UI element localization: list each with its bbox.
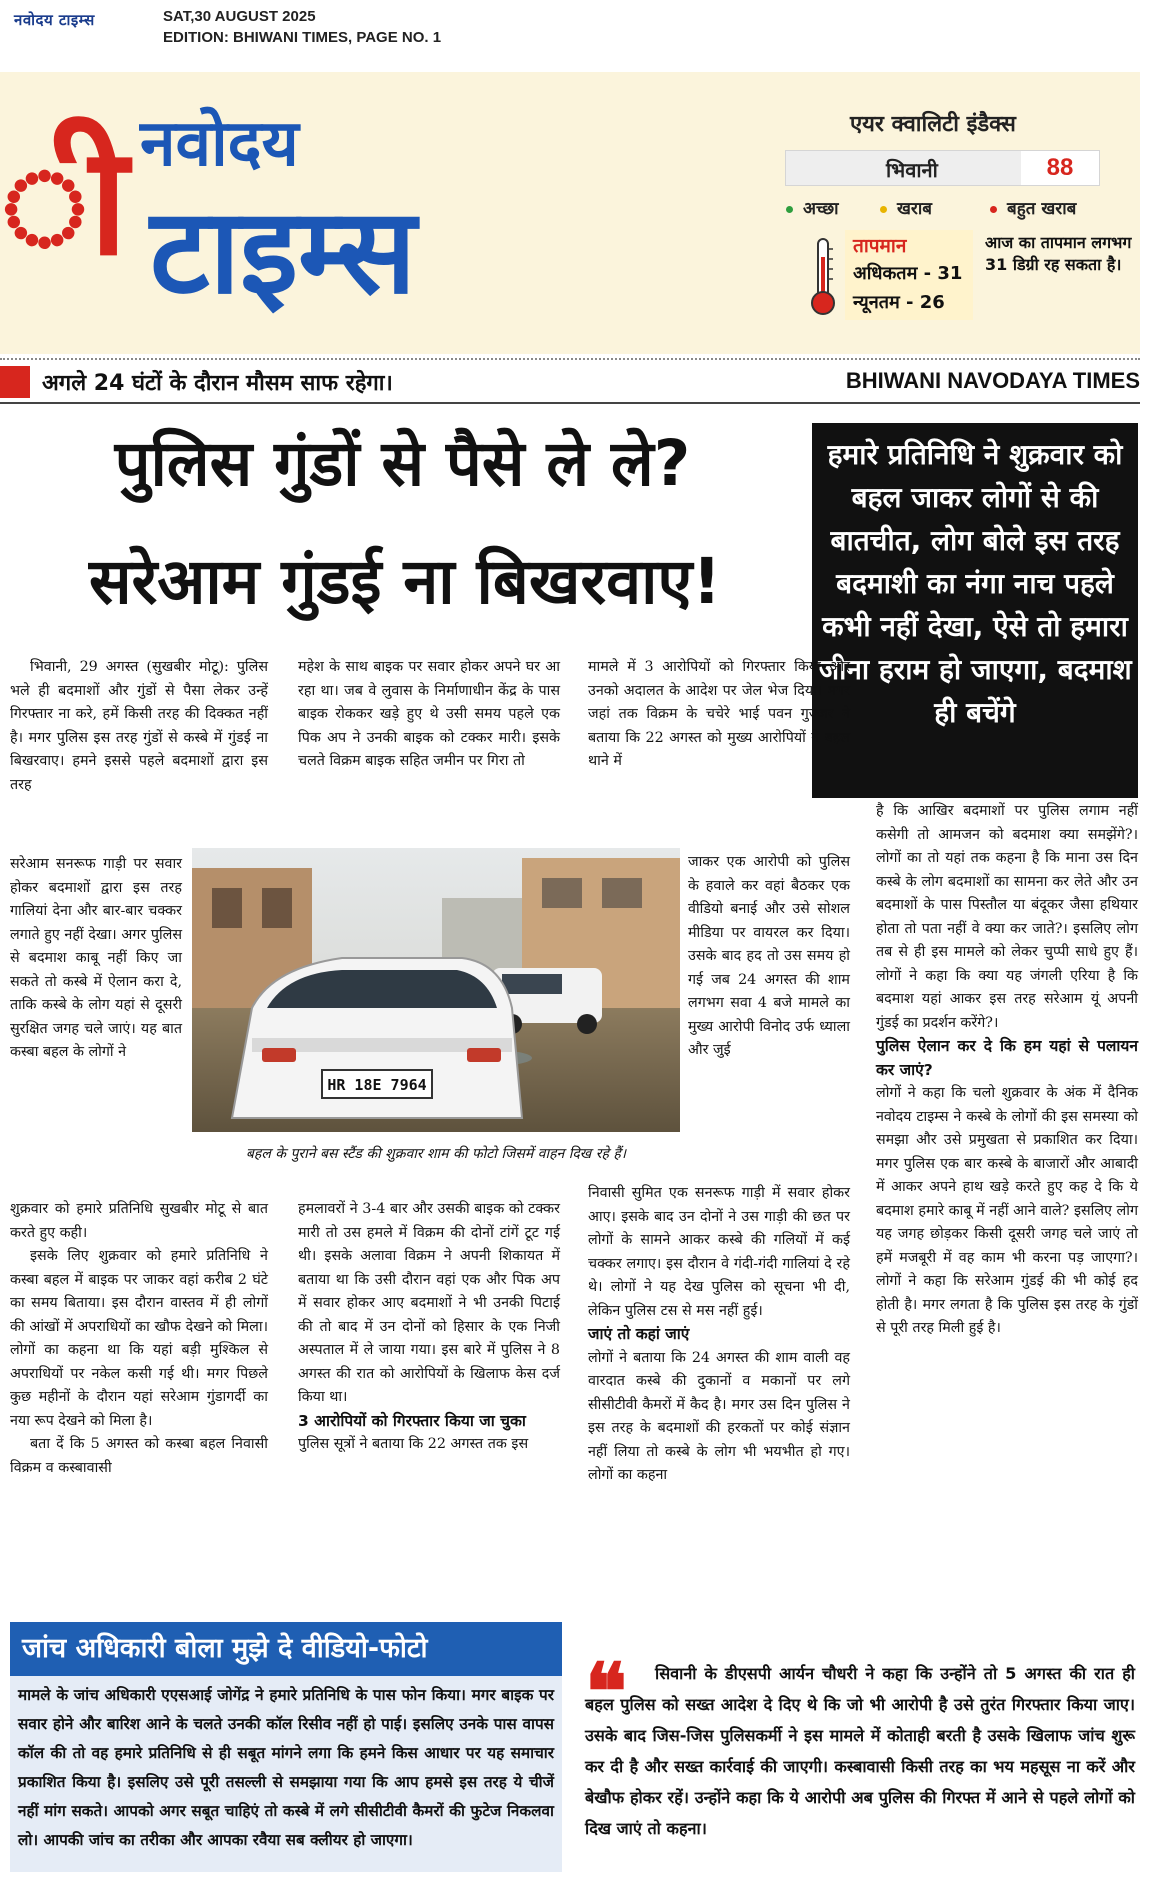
- column-2-top: [298, 656, 560, 774]
- paragraph: भिवानी, 29 अगस्त (सुखबीर मोटू): पुलिस भले ही बदमाशों और गुंडों से पैसा लेकर उन्हें गिरफ्तार ना करे, हमें किसी तरह की दिक्कत नहीं है। मगर पुलिस इस तरह गुंडों से कस्बे में गुंडई ना बिखरवाए। हमने इससे पहले बदमाशों द्वारा इस तरह: [10, 659, 268, 793]
- column-1-wrap: [10, 853, 182, 1065]
- headline-line-1: पुलिस गुंडों से पैसे ले ले?: [114, 427, 691, 500]
- paragraph: लोगों ने बताया कि 24 अगस्त की शाम वाली वह वारदात कस्बे की दुकानों व मकानों पर लगे सीसीटीवी कैमरों में कैद है। मगर उस दिन पुलिस ने इस तरह के बदमाशों की हरकतों पर कोई संज्ञान नहीं लिया तो कस्बे के लोग भी भयभीत हो गए। लोगों का कहना: [588, 1349, 850, 1483]
- paragraph: लोगों ने कहा कि चलो शुक्रवार के अंक में दैनिक नवोदय टाइम्स ने कस्बे के लोगों की इस समस्या को समझा और उसे प्रमुखता से प्रकाशित कर दिया। मगर पुलिस एक बार कस्बे के बाजारों और आबादी में आकर अपने हाथ खड़े करते हुए कह दे कि ये बदमाश हमारे काबू में नहीं आने वाले? इसलिए लोग यह जगह छोड़कर किसी दूसरी जगह चले जाएं तो हमें मजबूरी में वह काम भी करना पड़ जाएगा?। लोगों ने कहा कि सरेआम गुंडई की भी कोई हद होती है। मगर लगता है कि पुलिस इस तरह के गुंडों से पूरी तरह मिली हुई है।: [876, 1085, 1138, 1336]
- column-3-wrap: [688, 851, 850, 1063]
- temperature-label: तापमान: [853, 235, 907, 257]
- thermometer-icon: [808, 237, 838, 317]
- aqi-title: एयर क्वालिटी इंडैक्स: [850, 112, 1016, 137]
- subheading-arrests: 3 आरोपियों को गिरफ्तार किया जा चुका: [298, 1411, 526, 1430]
- column-1-top: [10, 656, 268, 797]
- paragraph: शुक्रवार को हमारे प्रतिनिधि सुखबीर मोटू से बात करते हुए कही।: [10, 1201, 268, 1241]
- column-1-bottom: [10, 1198, 268, 1480]
- temperature-max: अधिकतम - 31: [853, 263, 963, 284]
- red-dot-icon: [990, 206, 997, 213]
- temperature-note: आज का तापमान लगभग 31 डिग्री रह सकता है।: [985, 233, 1132, 274]
- paragraph: इसके लिए शुक्रवार को हमारे प्रतिनिधि ने कस्बा बहल में बाइक पर जाकर वहां करीब 2 घंटे का समय बिताया। इस दौरान वास्तव में ही लोगों की आंखों में अपराधियों का खौफ देखने को मिला। लोगों का कहना था कि यहां बड़ी मुश्किल से अपराधियों पर नकेल कसी गई थी। मगर पिछले कुछ महीनों के दौरान यहां सरेआम गुंडागर्दी का नया रूप देखने को मिला है।: [10, 1248, 268, 1429]
- paragraph: जाकर एक आरोपी को पुलिस के हवाले कर वहां बैठकर एक वीडियो बनाई और उसे सोशल मीडिया पर वायरल कर दिया। उसके बाद हद तो उस समय हो गई जब 24 अगस्त की शाम लगभग सवा 4 बजे मामले का मुख्य आरोपी विनोद उर्फ ध्याला और जुई: [688, 854, 850, 1058]
- temperature-min: न्यूनतम - 26: [853, 292, 945, 313]
- news-photo: [192, 848, 680, 1132]
- paragraph: महेश के साथ बाइक पर सवार होकर अपने घर आ रहा था। जब वे लुवास के निर्माणाधीन केंद्र के पास बाइक रोककर खड़े हुए थे उसी समय पहले एक पिक अप ने उनकी बाइक को टक्कर मारी। इसके चलते विक्रम बाइक सहित जमीन पर गिरा तो: [298, 659, 560, 769]
- quote-mark-icon: ❝: [585, 1647, 627, 1738]
- publication-date: SAT,30 AUGUST 2025: [163, 8, 316, 25]
- paragraph: बता दें कि 5 अगस्त को कस्बा बहल निवासी विक्रम व कस्बावासी: [10, 1436, 268, 1476]
- masthead: [0, 72, 1140, 354]
- edition-info: EDITION: BHIWANI TIMES, PAGE NO. 1: [163, 29, 442, 46]
- dsp-text: सिवानी के डीएसपी आर्यन चौधरी ने कहा कि उन्होंने तो 5 अगस्त की रात ही बहल पुलिस को सख्त आदेश दे दिए थे कि जो भी आरोपी है उसे तुरंत गिरफ्तार किया जाए। उसके बाद जिस-जिस पुलिसकर्मी ने इस मामले में कोताही बरती है उसके खिलाफ जांच शुरू कर दी है और सख्त कार्रवाई की जाएगी। कस्बावासी किसी तरह का भय महसूस ना करें और बेखौफ होकर रहें। उन्होंने कहा कि ये आरोपी अब पुलिस की गिरफ्त में आने से पहले लोगों को दिख जाएं तो कहना।: [585, 1664, 1135, 1838]
- street-scene-image: [192, 848, 680, 1132]
- headline-line-2: सरेआम गुंडई ना बिखरवाए!: [88, 545, 722, 618]
- subheading-where-to-go: जाएं तो कहां जाएं: [588, 1325, 690, 1343]
- paragraph: निवासी सुमित एक सनरूफ गाड़ी में सवार होकर आए। इसके बाद उन दोनों ने उस गाड़ी की छत पर लोगों के सामने आकर कस्बे की गलियों में कई चक्कर लगाए। इस दौरान वे गंदी-गंदी गालियां दे रहे थे। लोगों ने यह देख पुलिस को सूचना भी दी, लेकिन पुलिस टस से मस नहीं हुई।: [588, 1185, 850, 1319]
- paragraph: सरेआम सनरूफ गाड़ी पर सवार होकर बदमाशों द्वारा इस तरह गालियां देना और बार-बार चक्कर लगाते हुए नहीं देखा। अगर पुलिस से बदमाश काबू नहीं किए जा सकते तो कस्बे में ऐलान करा दे, ताकि कस्बे के लोग यहां से दूसरी सुरक्षित जगह चले जाएं। यह बात कस्बा बहल के लोगों ने: [10, 856, 182, 1060]
- paragraph: पुलिस सूत्रों ने बताया कि 22 अगस्त तक इस: [298, 1436, 529, 1452]
- aqi-legend-very-poor: बहुत खराब: [990, 196, 1076, 219]
- column-4: [876, 800, 1138, 1341]
- aqi-legend-good: अच्छा: [786, 196, 839, 219]
- paragraph: है कि आखिर बदमाशों पर पुलिस लगाम नहीं कसेगी तो आमजन को बदमाश क्या समझेंगे?। लोगों का तो यहां तक कहना है कि माना उस दिन कस्बे के लोग बदमाशों का सामना कर लेते और उन बदमाशों के पास पिस्तौल या बंदूकर जैसा हथियार होता तो पता नहीं वे क्या कर जाते?। इसलिए लोग तब से ही इस मामले को लेकर चुप्पी साधे हुए हैं। लोगों ने कहा कि क्या यह जंगली एरिया है कि बदमाश यहां आकर इस तरह सरेआम यूं अपनी गुंडई का प्रदर्शन करेंगे?।: [876, 803, 1138, 1031]
- yellow-dot-icon: [880, 206, 887, 213]
- temperature-box: [845, 230, 973, 320]
- masthead-partial-letter: ी: [0, 115, 128, 289]
- green-dot-icon: [786, 206, 793, 213]
- license-plate-text: HR 18E 7964: [327, 1076, 427, 1094]
- column-3-top: [588, 656, 850, 774]
- strip-accent: [0, 366, 30, 398]
- dsp-statement: [585, 1647, 1135, 1872]
- photo-caption: बहल के पुराने बस स्टैंड की शुक्रवार शाम की फोटो जिसमें वाहन दिख रहे हैं।: [245, 1146, 627, 1162]
- paragraph: हमलावरों ने 3-4 बार और उसकी बाइक को टक्कर मारी तो उस हमले में विक्रम की दोनों टांगें टूट गई थी। इसके अलावा विक्रम ने अपनी शिकायत में बताया था कि उसी दौरान वहां एक और पिक अप में सवार होकर आए बदमाशों ने भी उनकी पिटाई की तो बाद में उन दोनों को हिसार के एक निजी अस्पताल में ले जाया गया। इस बारे में पुलिस ने 8 अगस्त की रात को आरोपियों के खिलाफ केस दर्ज किया था।: [298, 1201, 560, 1405]
- aqi-box: [785, 150, 1100, 186]
- brand-name: BHIWANI NAVODAYA TIMES: [845, 368, 1140, 393]
- weather-forecast: अगले 24 घंटों के दौरान मौसम साफ रहेगा।: [42, 371, 393, 396]
- inquiry-body: मामले के जांच अधिकारी एएसआई जोगेंद्र ने हमारे प्रतिनिधि के पास फोन किया। मगर बाइक पर सवार होने और बारिश आने के चलते उनकी कॉल रिसीव नहीं हो पाई। इसलिए उनके पास वापस कॉल की तो वह हमारे प्रतिनिधि से ही सबूत मांगने लगा कि हमने किस आधार पर यह समाचार प्रकाशित किया है। इसलिए उसे पूरी तसल्ली से समझाया गया कि आप हमसे इस तरह ये चीजें नहीं मांग सकते। आपको अगर सबूत चाहिएं तो कस्बे में लगे सीसीटीवी कैमरों की फुटेज निकलवा लो। आपकी जांच का तरीका और आपका रवैया सब क्लीयर हो जाएगा।: [10, 1676, 562, 1872]
- inquiry-heading: जांच अधिकारी बोला मुझे दे वीडियो-फोटो: [10, 1622, 562, 1676]
- masthead-title-navodaya: नवोदय: [140, 107, 299, 181]
- aqi-value: 88: [1021, 151, 1099, 185]
- subheading-migration: पुलिस ऐलान कर दे कि हम यहां से पलायन कर जाएं?: [876, 1037, 1138, 1079]
- small-logo: नवोदय टाइम्स: [14, 11, 95, 29]
- masthead-title-times: टाइम्स: [150, 182, 417, 320]
- edition-meta-bar: [0, 0, 1166, 58]
- paragraph: मामले में 3 आरोपियों को गिरफ्तार किया और उनको अदालत के आदेश पर जेल भेज दिया। मगर जहां तक विक्रम के चचेरे भाई पवन गुज्जर ने बताया कि 22 अगस्त को मुख्य आरोपियों ने बहल थाने में: [588, 659, 850, 769]
- weather-strip: [0, 358, 1140, 404]
- aqi-legend-poor: खराब: [880, 196, 932, 219]
- column-3-bottom: [588, 1182, 850, 1488]
- column-2-bottom: [298, 1198, 560, 1457]
- highlight-quote-box: हमारे प्रतिनिधि ने शुक्रवार को बहल जाकर लोगों से की बातचीत, लोग बोले इस तरह बदमाशी का नंगा नाच पहले कभी नहीं देखा, ऐसे तो हमारा जीना हराम हो जाएगा, बदमाश ही बचेंगे: [812, 423, 1138, 798]
- aqi-city: भिवानी: [886, 158, 938, 182]
